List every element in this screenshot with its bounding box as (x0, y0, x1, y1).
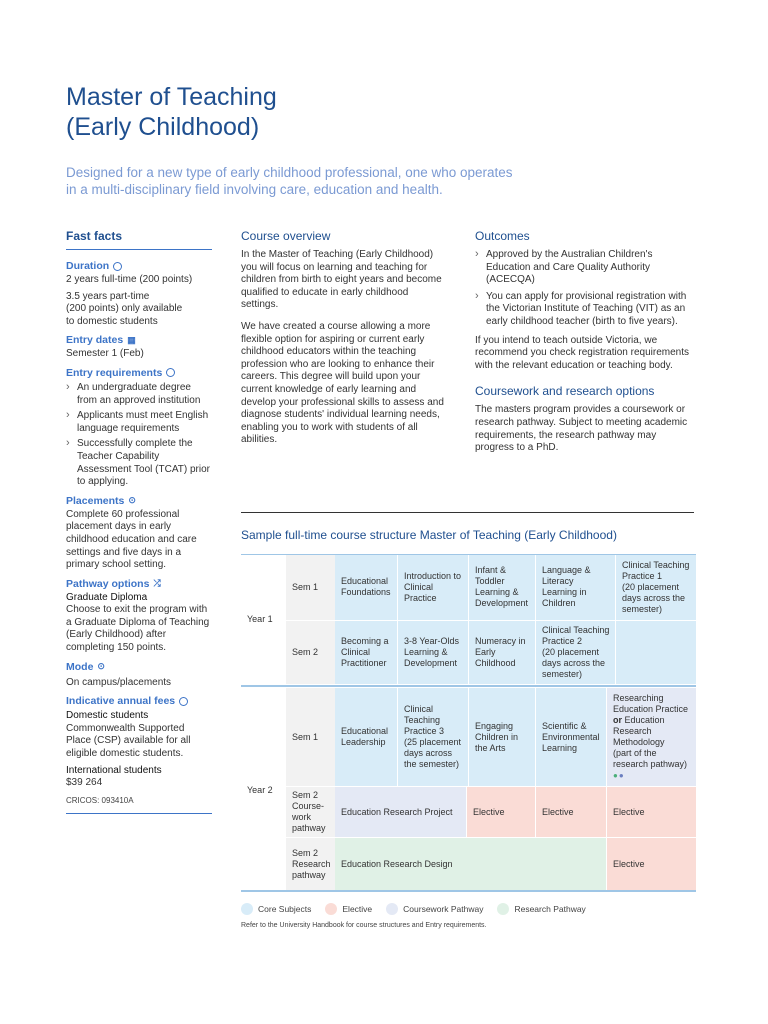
duration-section (66, 260, 212, 328)
legend-core (241, 903, 311, 915)
location-pin-icon: ⊙ (128, 495, 136, 506)
y1-sem2-label: Sem 2 (286, 621, 335, 684)
location-pin-icon: ⊙ (97, 661, 105, 672)
placements-text: Complete 60 professional placement days in early childhood education and care settings and five days in a primary school setting. (66, 508, 197, 571)
subject-note: (part of the research pathway) (613, 748, 688, 769)
overview-paragraph-2: We have created a course allowing a more flexible option for aspiring or current early childhood educators within the teaching profession who are looking to enhance their careers. This degree will build upon your current knowledge of early learning and develop your professional skills to assess and diagnose students' individual learning needs, enabling you to work with students of all abilities. (241, 320, 444, 446)
y1-sem1-label: Sem 1 (286, 554, 335, 620)
mode-section (66, 661, 212, 690)
or-label: or (613, 715, 622, 725)
subject-cell (536, 621, 615, 684)
duration-line1: 2 years full-time (200 points) (66, 274, 193, 285)
subject-cell: Education Research Design (335, 838, 606, 890)
legend-elective (325, 903, 372, 915)
placements-label: Placements (66, 494, 125, 507)
placements-section (66, 495, 212, 572)
footnote: Refer to the University Handbook for course structures and Entry requirements. (241, 922, 487, 929)
legend (241, 903, 586, 915)
legend-coursework-label: Coursework Pathway (403, 904, 484, 914)
subject-note: (25 placement days across the semester) (404, 737, 462, 769)
entry-requirements-section (66, 367, 212, 489)
page-title (66, 82, 277, 142)
fast-facts-heading: Fast facts (66, 229, 212, 250)
year-2-label: Year 2 (247, 784, 273, 795)
list-item: › Approved by the Australian Children's Education and Care Quality Authority (ACECQA) (475, 249, 690, 287)
subject-cell: Education Research Project (335, 787, 466, 837)
y2-sem2-coursework-label: Sem 2 Course-work pathway (286, 787, 335, 837)
pathway-icon: ⤮ (153, 578, 161, 589)
legend-coursework (386, 903, 483, 915)
empty-cell (616, 621, 696, 684)
fees-section (66, 695, 212, 790)
subject-title: Clinical Teaching Practice 2 (542, 625, 610, 646)
duration-label: Duration (66, 260, 110, 272)
course-structure-table (241, 554, 696, 892)
duration-line3: (200 points) only available (66, 303, 183, 315)
mode-value: On campus/placements (66, 676, 172, 688)
entry-requirements-list (66, 382, 212, 489)
clock-icon (113, 262, 122, 271)
subject-title: Researching Education Practice (613, 693, 689, 714)
subject-title: Clinical Teaching Practice 1 (622, 559, 690, 581)
legend-core-label: Core Subjects (258, 904, 312, 914)
fees-domestic-text: Commonwealth Supported Place (CSP) available for all eligible domestic students. (66, 722, 191, 760)
intro-line-1: Designed for a new type of early childhood professional, one who operates (66, 165, 513, 180)
outcomes-list (475, 249, 690, 329)
subject-cell: Educational Leadership (335, 688, 397, 786)
title-line-1: Master of Teaching (66, 83, 277, 111)
overview-heading: Course overview (241, 229, 331, 243)
table-top-border (241, 554, 696, 555)
entry-dates-value: Semester 1 (Feb) (66, 348, 144, 360)
duration-line4: to domestic students (66, 315, 158, 327)
fast-facts (66, 229, 212, 814)
subject-cell: Becoming a Clinical Practitioner (335, 621, 397, 684)
intro-line-2: in a multi-disciplinary field involving care, education and health. (66, 182, 443, 197)
dollar-icon (179, 697, 188, 706)
outcomes (475, 229, 690, 455)
divider (241, 512, 694, 513)
subject-cell (607, 688, 696, 786)
subject-cell: Language & Literacy Learning in Children (536, 554, 615, 620)
y2-sem1-label: Sem 1 (286, 688, 335, 786)
subject-title-alt: Education Research Methodology (613, 715, 665, 747)
list-item: › Successfully complete the Teacher Capability Assessment Tool (TCAT) prior to applying. (66, 438, 212, 488)
table-bottom-border (241, 890, 696, 892)
subject-cell: Introduction to Clinical Practice (398, 554, 468, 620)
subject-cell: Numeracy in Early Childhood (469, 621, 535, 684)
fees-domestic-title: Domestic students (66, 710, 149, 722)
title-line-2: (Early Childhood) (66, 113, 260, 141)
pathway-section (66, 578, 212, 655)
subject-cell: Engaging Children in the Arts (469, 688, 535, 786)
subject-cell (616, 554, 696, 620)
elective-cell: Elective (607, 787, 696, 837)
y2-sem2-research-label: Sem 2 Research pathway (286, 838, 335, 890)
subject-cell: 3-8 Year-Olds Learning & Development (398, 621, 468, 684)
overview-paragraph-1: In the Master of Teaching (Early Childhood) you will focus on learning and teaching for children from birth to eight years and become qualified to educate in early childhood settings. (241, 249, 442, 311)
legend-research-label: Research Pathway (514, 904, 586, 914)
legend-research (497, 903, 585, 915)
entry-dates-section (66, 334, 212, 361)
fees-intl-title: International students (66, 764, 162, 776)
pathway-dots-icon: ●● (613, 771, 625, 780)
intro-text (66, 164, 536, 198)
research-text: The masters program provides a coursework or research pathway. Subject to meeting academic requirements, the research pathway may progress to a PhD. (475, 404, 688, 454)
list-item: › An undergraduate degree from an approved institution (66, 382, 212, 407)
list-item: › You can apply for provisional registration with the Victorian Institute of Teaching (VIT) as an early childhood teacher (birth to five years). (475, 291, 690, 329)
calendar-icon: ▦ (127, 334, 136, 345)
year-divider (241, 685, 696, 687)
course-overview (241, 229, 446, 447)
subject-cell (398, 688, 468, 786)
duration-line2: 3.5 years part-time (66, 290, 150, 302)
list-item: › Applicants must meet English language requirements (66, 410, 212, 435)
entry-requirements-label: Entry requirements (66, 366, 163, 379)
fees-intl-value: $39 264 (66, 777, 103, 789)
cricos-code: CRICOS: 093410A (66, 796, 212, 814)
pathway-text: Choose to exit the program with a Graduate Diploma of Teaching (Early Childhood) after completing 150 points. (66, 604, 210, 654)
elective-cell: Elective (467, 787, 535, 837)
research-heading: Coursework and research options (475, 384, 655, 399)
structure-title: Sample full-time course structure Master of Teaching (Early Childhood) (241, 528, 617, 542)
subject-cell: Infant & Toddler Learning & Development (469, 554, 535, 620)
pathway-title: Graduate Diploma (66, 591, 148, 603)
check-circle-icon (166, 368, 175, 377)
subject-cell: Scientific & Environmental Learning (536, 688, 606, 786)
outcomes-heading: Outcomes (475, 229, 530, 243)
elective-cell: Elective (536, 787, 606, 837)
subject-note: (20 placement days across the semester) (542, 647, 606, 679)
mode-label: Mode (66, 660, 94, 673)
subject-cell: Educational Foundations (335, 554, 397, 620)
outcomes-note: If you intend to teach outside Victoria, we recommend you check registration requirements with the relevant education or teaching body. (475, 334, 689, 371)
legend-elective-label: Elective (342, 904, 373, 914)
entry-dates-label: Entry dates (66, 334, 124, 347)
year-1-label: Year 1 (247, 613, 273, 624)
elective-cell: Elective (607, 838, 696, 890)
subject-title: Clinical Teaching Practice 3 (404, 704, 445, 736)
pathway-label: Pathway options (66, 577, 150, 590)
subject-note: (20 placement days across the semester) (622, 581, 686, 614)
fees-label: Indicative annual fees (66, 695, 176, 708)
